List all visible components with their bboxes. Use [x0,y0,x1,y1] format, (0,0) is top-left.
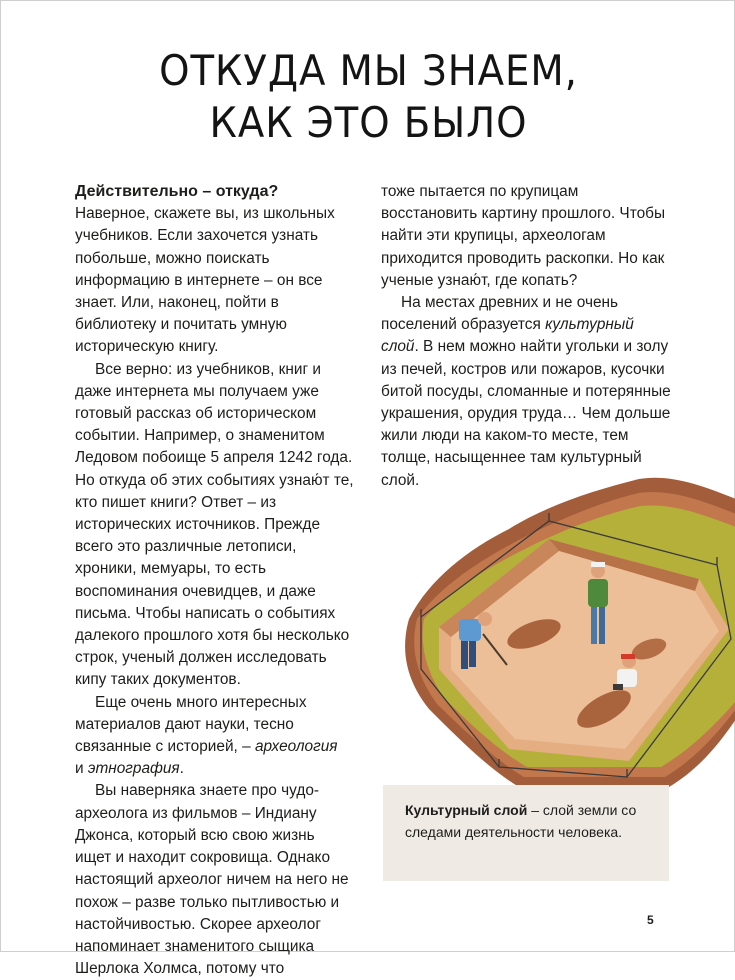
paragraph-3-text: Еще очень много интересных материалов дают науки, тесно связанные с историей, – [75,693,307,756]
title-line-2: КАК ЭТО БЫЛО [209,98,528,147]
paragraph-3 [75,692,355,781]
paragraph-1: Наверное, скажете вы, из школьных учебников. Если захочется узнать побольше, можно поискать информацию в интернете – он все знает. Или, наконец, пойти в библиотеку и почитать умную историческую книгу. [75,205,335,356]
term-cultural-layer: культурный слой [381,316,634,356]
excavation-illustration [399,469,735,787]
term-ethnography: этнография [87,760,180,778]
paragraph-4: Вы наверняка знаете про чудо-археолога из фильмов – Индиану Джонса, который всю свою жизнь ищет и находит сокровища. Однако настоящий археолог ничем на него не похож – разве только пытливостью и настойчивостью. Скорее археолог напоминает знаменитого сыщика Шерлока Холмса, потому что [75,782,349,978]
left-column [75,181,355,980]
paragraph-5: тоже пытается по крупицам восстановить картину прошлого. Чтобы найти эти крупицы, археологам приходится проводить раскопки. Но как ученые узнаю́т, где копать? [381,183,666,289]
paragraph-6 [381,292,671,492]
definition-box [383,785,669,881]
title-line-1: ОТКУДА МЫ ЗНАЕМ, [159,46,578,95]
page-title [30,45,706,149]
paragraph-6-rest: . В нем можно найти угольки и золу из печей, костров или пожаров, кусочки битой посуды, сломанные и потерянные украшения, орудия труда… Чем дольше жили люди на каком-то месте, тем толще, насыщеннее там культурный слой. [381,338,671,489]
right-column [381,181,671,492]
conjunction: и [75,760,84,778]
definition-term: Культурный слой [405,802,528,818]
paragraph-3-end: . [179,760,184,778]
section-heading: Действительно – откуда? [75,183,279,200]
page-number: 5 [647,913,654,927]
term-archaeology: археология [254,738,338,756]
paragraph-2: Все верно: из учебников, книг и даже интернета мы получаем уже готовый рассказ об историческом событии. Например, о знаменитом Ледовом побоище 5 апреля 1242 года. Но откуда об этих событиях узнаю́т те, кто пишет книги? Ответ – из исторических источников. Прежде всего это различные летописи, хроники, мемуары, то есть воспоминания очевидцев, и даже письма. Чтобы написать о событиях далекого прошлого хотя бы несколько строк, ученый должен исследовать кипу таких документов. [75,360,354,689]
paragraph-6-text: На местах древних и не очень поселений образуется [381,294,619,334]
definition-text: – слой земли со следами деятельности человека. [405,802,637,840]
